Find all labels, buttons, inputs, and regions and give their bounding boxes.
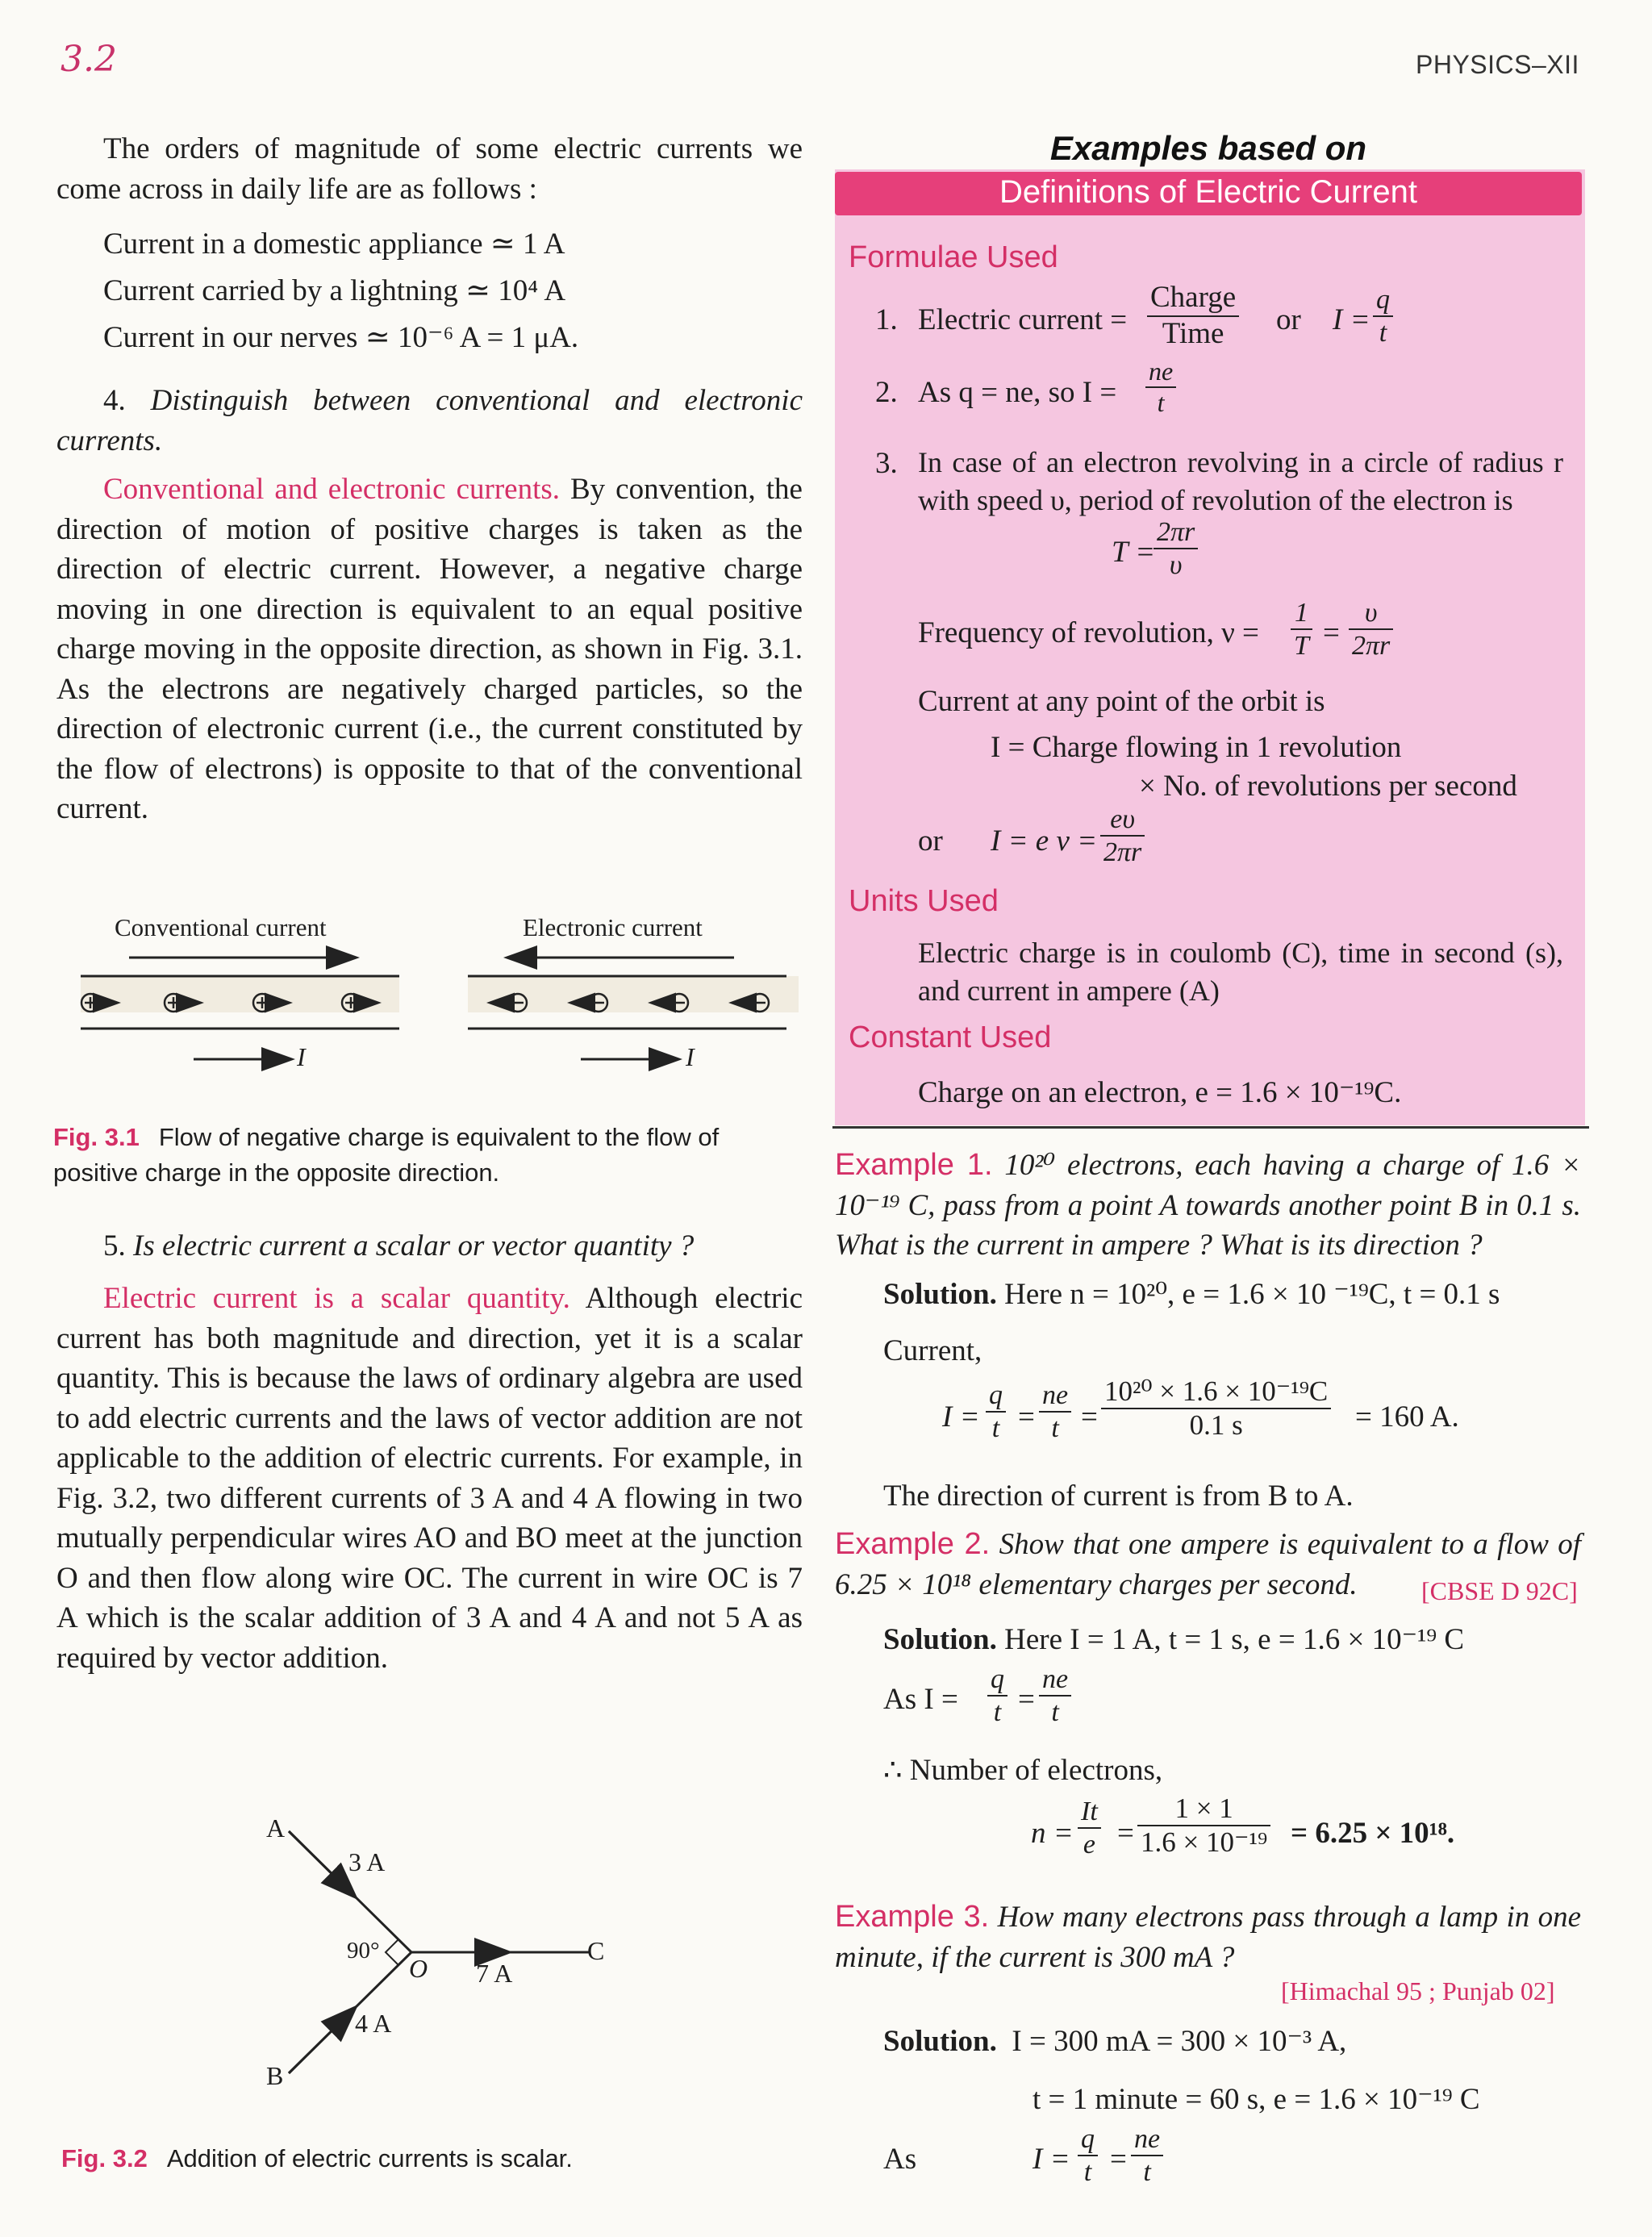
question-5-text: Is electric current a scalar or vector quantity ?: [133, 1229, 695, 1262]
formulae-heading: Formulae Used: [849, 240, 1058, 274]
example-1-solution: Solution. Here n = 10²⁰, e = 1.6 × 10 ⁻¹⁹C, t = 0.1 s: [883, 1278, 1500, 1311]
formula-3-freq-fraction-2: $\frac{\upsilon}{2\pi r}$: [1349, 597, 1393, 662]
figure-3-2-caption-text: Addition of electric currents is scalar.: [166, 2144, 573, 2172]
fig32-point-A: A: [266, 1813, 286, 1843]
example-1: [835, 1146, 1581, 1266]
example-3-label: Example 3.: [835, 1900, 990, 1934]
example-2-label: Example 2.: [835, 1527, 991, 1561]
answer-5-lead: Electric current is a scalar quantity.: [103, 1282, 570, 1315]
formula-2-text: As q = ne, so I =: [918, 376, 1117, 409]
magnitude-item-3: Current in our nerves ≃ 10⁻⁶ A = 1 μA.: [103, 321, 579, 354]
constant-heading: Constant Used: [849, 1020, 1052, 1054]
intro-paragraph: The orders of magnitude of some electric currents we come across in daily life are as follows :: [56, 132, 803, 206]
example-1-big-fraction: $\frac{\text{10²⁰ × 1.6 × 10⁻¹⁹C}}{0.1 s}$: [1101, 1375, 1331, 1442]
formula-3-T: T =: [1112, 536, 1156, 569]
magnitude-item-2: Current carried by a lightning ≃ 10⁴ A: [103, 274, 566, 307]
magnitude-item-1: Current in a domestic appliance ≃ 1 A: [103, 227, 565, 261]
question-4-number: 4.: [103, 384, 126, 417]
fig32-angle: 90°: [347, 1938, 380, 1964]
conventional-current-label: Conventional current: [115, 913, 327, 941]
example-3-I: I =: [1032, 2143, 1070, 2176]
question-5-number: 5.: [103, 1229, 126, 1262]
fig32-current-7A: 7 A: [476, 1959, 513, 1988]
figure-3-1-caption: [53, 1120, 795, 1191]
example-2-qt: $\frac{q}{t}$: [987, 1663, 1007, 1728]
formula-3-I-ev: I = e ν =: [991, 824, 1098, 858]
box-bottom-rule: [832, 1126, 1589, 1129]
fig32-current-3A: 3 A: [348, 1847, 386, 1876]
example-3-given-2: t = 1 minute = 60 s, e = 1.6 × 10⁻¹⁹ C: [1032, 2083, 1480, 2116]
example-2-It-e: $\frac{It}{e}$: [1078, 1796, 1101, 1860]
answer-4-lead: Conventional and electronic currents.: [103, 473, 560, 506]
formula-1-qt: $\frac{q}{t}$: [1373, 284, 1393, 348]
formula-2-fraction: $\frac{ne}{t}$: [1145, 357, 1176, 418]
formula-3-or: or: [918, 824, 943, 858]
answer-5-body: Although electric current has both magnitude and direction, yet it is a scalar quantity. This is because the laws of ordinary algebra are used to add electric currents and the laws of vector addition are not applicable to the addition of electric currents. For example, in Fig. 3.2, two different currents of 3 A and 4 A flowing in two mutually perpendicular wires AO and BO meet at the junction O and then flow along wire OC. The current in wire OC is 7 A which is the scalar addition of 3 A and 4 A and not 5 A as required by vector addition.: [56, 1282, 803, 1675]
answer-5: [56, 1279, 803, 1678]
example-3-net: $\frac{ne}{t}$: [1131, 2123, 1163, 2188]
figure-3-1-caption-text: Flow of negative charge is equivalent to the flow of positive charge in the opposite direction.: [53, 1123, 720, 1187]
example-2-number-line: ∴ Number of electrons,: [883, 1754, 1163, 1787]
question-4-text: Distinguish between conventional and electronic currents.: [56, 384, 803, 457]
example-3-qt: $\frac{q}{t}$: [1078, 2123, 1098, 2188]
example-2-text: Show that one ampere is equivalent to a flow of 6.25 × 10¹⁸ elementary charges per second.: [835, 1528, 1582, 1601]
formula-3-freq-fraction-1: $\frac{1}{T}$: [1291, 597, 1312, 662]
fig32-point-C: C: [587, 1936, 605, 1965]
example-1-direction: The direction of current is from B to A.: [883, 1480, 1354, 1513]
example-1-net: $\frac{ne}{t}$: [1039, 1379, 1071, 1444]
formula-3-frequency: Frequency of revolution, ν =: [918, 616, 1259, 649]
fig32-current-4A: 4 A: [355, 2009, 392, 2038]
question-4: [56, 381, 803, 461]
formula-1-fraction: Charge Time: [1147, 281, 1239, 351]
example-1-text: 10²⁰ electrons, each having a charge of 1.6 × 10⁻¹⁹ C, pass from a point A towards another point B in 0.1 s. What is the current in ampere ? What is its direction ?: [835, 1149, 1582, 1262]
example-2-net: $\frac{ne}{t}$: [1039, 1663, 1071, 1728]
box-heading: Definitions of Electric Current: [999, 174, 1417, 210]
electronic-current-label: Electronic current: [523, 913, 703, 941]
formula-3-number: 3.: [875, 447, 898, 480]
example-3: [835, 1897, 1581, 1977]
example-1-result: = 160 A.: [1355, 1400, 1459, 1434]
example-2-result: = 6.25 × 10¹⁸.: [1291, 1817, 1455, 1850]
units-text: Electric charge is in coulomb (C), time in second (s), and current in ampere (A): [918, 937, 1563, 1007]
formula-1-number: 1.: [875, 303, 898, 336]
answer-4: [56, 470, 803, 829]
formula-3-ev-fraction: $\frac{e\upsilon}{2\pi r}$: [1100, 803, 1145, 868]
example-3-solution: Solution. I = 300 mA = 300 × 10⁻³ A,: [883, 2025, 1347, 2058]
question-5: [56, 1226, 803, 1267]
fig32-point-O: O: [409, 1954, 428, 1983]
formula-1-text: Electric current =: [918, 303, 1128, 336]
formula-3-charge-flowing: I = Charge flowing in 1 revolution: [991, 731, 1402, 764]
figure-3-2-caption-label: Fig. 3.2: [61, 2144, 148, 2172]
figure-3-2-caption: [61, 2144, 573, 2173]
example-3-as: As: [883, 2143, 917, 2176]
formula-1-or: or: [1276, 303, 1301, 336]
current-symbol-left: I: [297, 1042, 306, 1071]
formula-2-number: 2.: [875, 376, 898, 409]
example-2-reference: [CBSE D 92C]: [1421, 1576, 1578, 1605]
formula-3-text: In case of an electron revolving in a circle of radius r with speed υ, period of revolution of the electron is: [918, 446, 1563, 516]
example-2-solution: Solution. Here I = 1 A, t = 1 s, e = 1.6 × 10⁻¹⁹ C: [883, 1623, 1465, 1656]
fig32-point-B: B: [266, 2061, 284, 2090]
example-1-qt: $\frac{q}{t}$: [986, 1379, 1006, 1444]
example-1-label: Example 1.: [835, 1148, 993, 1182]
constant-text: Charge on an electron, e = 1.6 × 10⁻¹⁹C.: [918, 1076, 1402, 1109]
answer-4-body: By convention, the direction of motion of positive charges is taken as the direction of electric current. However, a negative charge moving in one direction is equivalent to an equal positive charge moving in the opposite direction, as shown in Fig. 3.1. As the electrons are negatively charged particles, so the direction of electronic current (i.e., the current constituted by the flow of electrons) is opposite to that of the conventional current.: [56, 473, 803, 825]
example-2-n: n =: [1031, 1817, 1074, 1850]
formula-3-current-orbit: Current at any point of the orbit is: [918, 685, 1325, 718]
book-title: PHYSICS–XII: [1416, 50, 1579, 79]
figure-3-1-caption-label: Fig. 3.1: [53, 1123, 140, 1151]
example-1-I: I =: [942, 1400, 980, 1434]
formula-1-I: I =: [1333, 303, 1370, 336]
example-1-current: Current,: [883, 1334, 982, 1367]
current-symbol-right: I: [686, 1042, 695, 1071]
example-2-fraction: $\frac{1 \times 1}{\text{1.6 × 10⁻¹⁹}}$: [1137, 1793, 1270, 1859]
examples-title: Examples based on: [1049, 129, 1367, 167]
example-2-as: As I =: [883, 1683, 958, 1716]
example-3-text: How many electrons pass through a lamp in one minute, if the current is 300 mA ?: [835, 1901, 1581, 1974]
example-3-reference: [Himachal 95 ; Punjab 02]: [1281, 1976, 1555, 2005]
page-number: 3.2: [60, 39, 117, 80]
formula-3-T-fraction: $\frac{2\pi r}{\upsilon}$: [1153, 516, 1198, 581]
formula-3-revolutions: × No. of revolutions per second: [1139, 770, 1517, 803]
units-heading: Units Used: [849, 884, 999, 918]
